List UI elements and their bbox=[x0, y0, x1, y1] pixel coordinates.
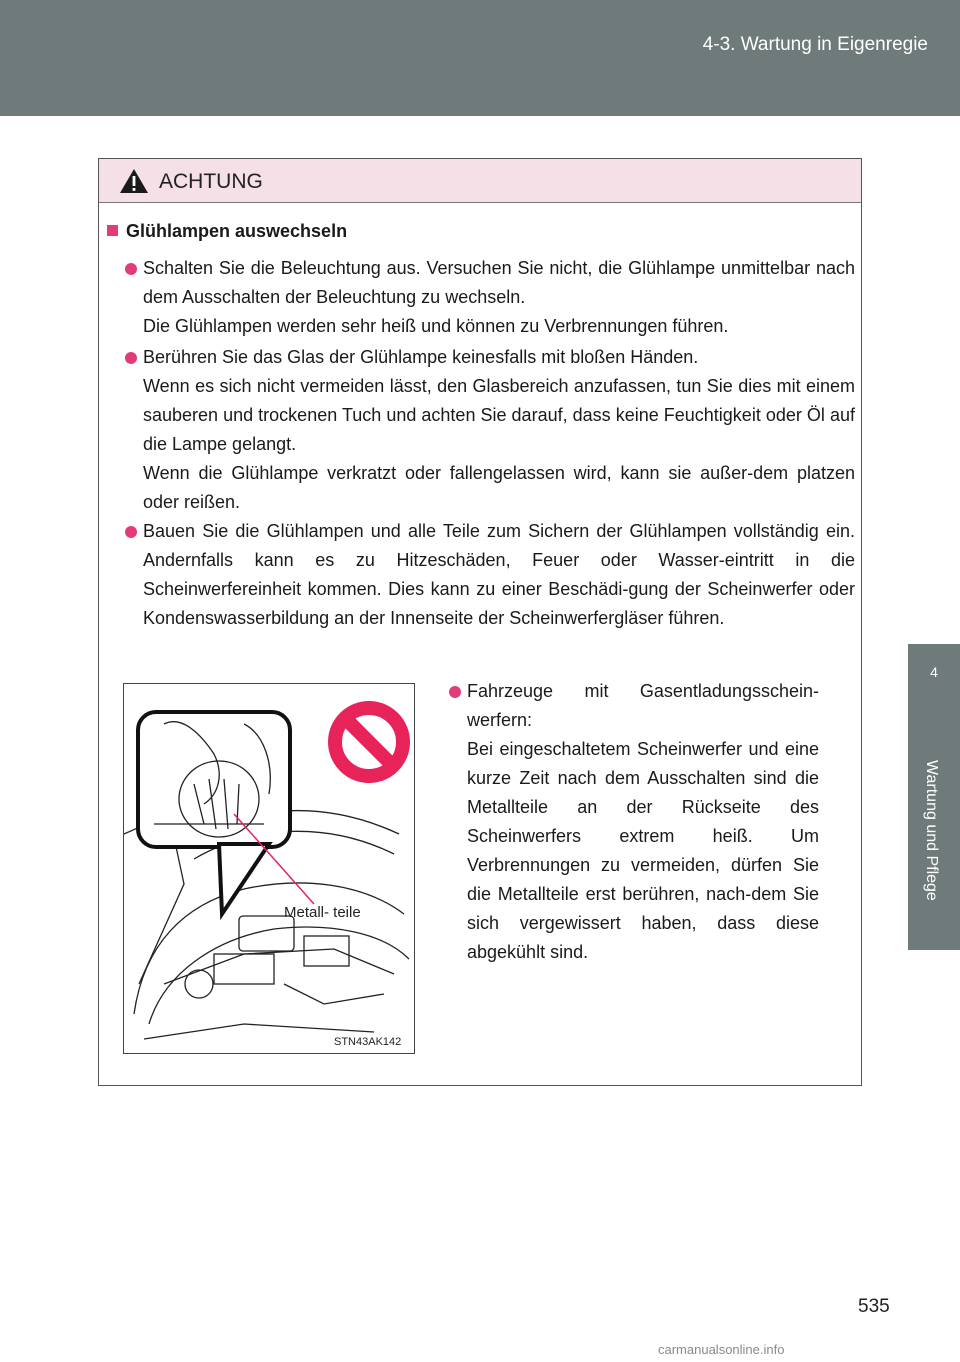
square-bullet-icon bbox=[107, 225, 118, 236]
caution-header bbox=[99, 159, 861, 203]
page-number: 535 bbox=[858, 1296, 890, 1317]
section-title: 4-3. Wartung in Eigenregie bbox=[702, 34, 928, 55]
paragraph: Berühren Sie das Glas der Glühlampe keinesfalls mit bloßen Händen. bbox=[143, 347, 699, 367]
figure-code: STN43AK142 bbox=[334, 1036, 402, 1048]
paragraph: Bei eingeschaltetem Scheinwerfer und eine kurze Zeit nach dem Ausschalten sind die Metallteile an der Rückseite des Scheinwerfers extrem heiß. Um Verbrennungen zu vermeiden, dürfen Sie die Metallteile erst berühren, nach-dem Sie sich vergewissert haben, dass diese abgekühlt sind. bbox=[467, 739, 819, 962]
chapter-label: Wartung und Pflege bbox=[923, 760, 940, 901]
warning-icon bbox=[119, 168, 149, 194]
bullet-dot-icon bbox=[125, 352, 137, 364]
engine-bay-drawing bbox=[124, 684, 414, 1053]
bullet-dot-icon bbox=[449, 686, 461, 698]
chapter-number: 4 bbox=[930, 664, 938, 680]
paragraph: Die Glühlampen werden sehr heiß und können zu Verbrennungen führen. bbox=[143, 316, 729, 336]
subsection-heading bbox=[107, 221, 347, 242]
bullet-dot-icon bbox=[125, 526, 137, 538]
paragraph: Fahrzeuge mit Gasentladungsschein-werfern: bbox=[467, 681, 819, 730]
caution-title: ACHTUNG bbox=[159, 170, 263, 193]
bullet-dot-icon bbox=[125, 263, 137, 275]
caution-item bbox=[143, 343, 855, 517]
caution-item bbox=[143, 517, 855, 633]
paragraph: Schalten Sie die Beleuchtung aus. Versuchen Sie nicht, die Glühlampe unmittelbar nach dem Ausschalten der Beleuchtung zu wechseln. bbox=[143, 258, 855, 307]
paragraph: Bauen Sie die Glühlampen und alle Teile zum Sichern der Glühlampen vollständig ein. Andernfalls kann es zu Hitzeschäden, Feuer oder Wasser-eintritt in die Scheinwerfereinheit kommen. Dies kann zu einer Beschädi-gung der Scheinwerfer oder Kondenswasserbildung an der Innenseite der Scheinwerfergläser führen. bbox=[143, 521, 855, 628]
callout-label: Metall- teile bbox=[284, 904, 361, 921]
watermark-text: carmanualsonline.info bbox=[658, 1342, 785, 1357]
caution-item-side bbox=[467, 677, 819, 967]
caution-item bbox=[143, 254, 855, 341]
caution-box bbox=[98, 158, 862, 1086]
paragraph: Wenn es sich nicht vermeiden lässt, den Glasbereich anzufassen, tun Sie dies mit einem sauberen und trockenen Tuch und achten Sie darauf, dass keine Feuchtigkeit oder Öl auf die Lampe gelangt. bbox=[143, 376, 855, 454]
paragraph: Wenn die Glühlampe verkratzt oder fallengelassen wird, kann sie außer-dem platzen oder reißen. bbox=[143, 463, 855, 512]
subsection-heading-text: Glühlampen auswechseln bbox=[126, 221, 348, 241]
page-header bbox=[0, 0, 960, 116]
chapter-tab[interactable] bbox=[908, 644, 960, 950]
engine-bay-illustration bbox=[123, 683, 415, 1054]
